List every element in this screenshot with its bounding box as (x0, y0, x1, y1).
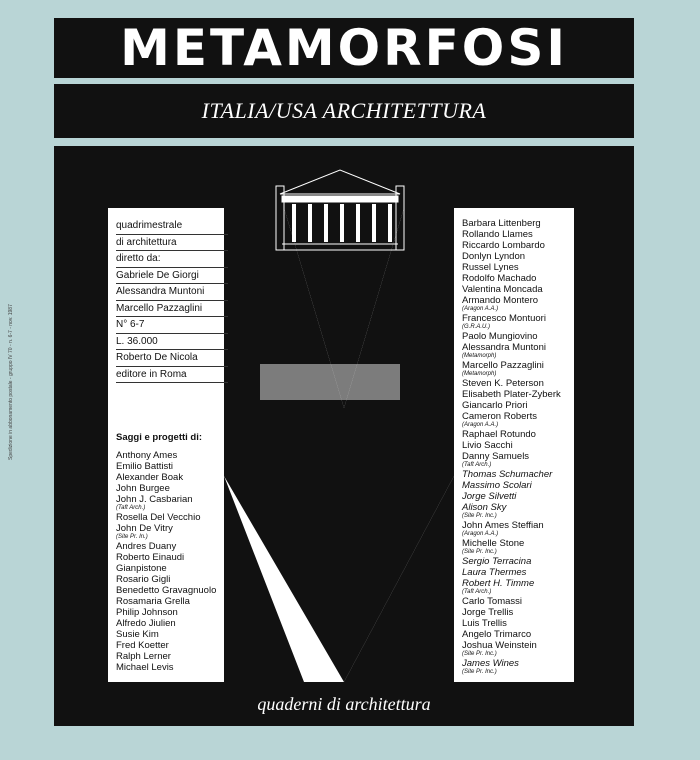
essays-heading: Saggi e progetti di: (116, 432, 203, 443)
info-line: Roberto De Nicola (116, 350, 228, 367)
author-entry (462, 502, 574, 520)
author-name: Sergio Terracina (462, 556, 532, 567)
author-name: Donlyn Lyndon (462, 251, 526, 262)
info-line: diretto da: (116, 251, 228, 268)
author-affiliation: (Metamorph) (462, 353, 497, 359)
author-name: Benedetto Gravagnuolo (116, 585, 217, 596)
author-name: Thomas Schumacher (462, 469, 553, 480)
author-entry (462, 331, 574, 342)
m-letter-void (224, 208, 454, 682)
footer-tagline: quaderni di architettura (257, 694, 431, 714)
author-name: Michelle Stone (462, 538, 525, 549)
author-entry (462, 629, 574, 640)
author-name: Marcello Pazzaglini (462, 360, 544, 371)
author-entry (462, 360, 574, 378)
author-entry (462, 218, 574, 229)
author-name: Barbara Littenberg (462, 218, 541, 229)
author-entry (462, 578, 574, 596)
author-name: Luis Trellis (462, 618, 507, 629)
author-entry (116, 472, 236, 483)
author-name: Steven K. Peterson (462, 378, 544, 389)
author-affiliation: (Taft Arch.) (116, 505, 146, 511)
author-name: Rodolfo Machado (462, 273, 537, 284)
info-line: Marcello Pazzaglini (116, 301, 228, 318)
author-entry (462, 607, 574, 618)
author-name: Fred Koetter (116, 640, 169, 651)
author-entry (462, 378, 574, 389)
author-entry (116, 563, 236, 574)
author-entry (116, 574, 236, 585)
author-entry (116, 552, 236, 563)
author-name: Livio Sacchi (462, 440, 513, 451)
author-entry (116, 651, 236, 662)
author-name: Philip Johnson (116, 607, 178, 618)
author-entry (462, 284, 574, 295)
author-entry (462, 229, 574, 240)
author-entry (462, 658, 574, 676)
author-entry (462, 480, 574, 491)
author-entry (116, 494, 236, 512)
author-entry (462, 618, 574, 629)
author-affiliation: (Taft Arch.) (462, 589, 492, 595)
author-name: Gianpistone (116, 563, 167, 574)
magazine-title (54, 18, 634, 78)
author-name: Rollando Llames (462, 229, 533, 240)
left-author-list (116, 450, 236, 673)
temple-facade-drawing (276, 170, 404, 250)
author-name: Roberto Einaudi (116, 552, 185, 563)
author-affiliation: (Metamorph) (462, 371, 497, 377)
author-entry (116, 461, 236, 472)
author-entry (116, 640, 236, 651)
author-name: Angelo Trimarco (462, 629, 532, 640)
author-entry (462, 520, 574, 538)
author-entry (462, 251, 574, 262)
author-name: Anthony Ames (116, 450, 178, 461)
author-name: Carlo Tomassi (462, 596, 523, 607)
author-name: Alexander Boak (116, 472, 184, 483)
spine-text: Spedizione in abbonamento postale - gruppo IV 70 - n. 6-7 - nov. 1987 (8, 304, 14, 460)
author-entry (116, 523, 236, 541)
author-name: Rosario Gigli (116, 574, 171, 585)
magazine-subtitle: ITALIA/USA ARCHITETTURA (201, 98, 487, 123)
author-affiliation: (Site Pr. Inc.) (462, 651, 497, 657)
author-name: Joshua Weinstein (462, 640, 537, 651)
author-name: John De Vitry (116, 523, 173, 534)
author-affiliation: (Aragon A.A.) (462, 306, 499, 312)
title-text-glyphs: METAMORFOSI (120, 22, 568, 74)
author-entry (116, 618, 236, 629)
author-affiliation: (Site Pr. Inc.) (462, 513, 497, 519)
author-name: Valentina Moncada (462, 284, 543, 295)
author-name: Jorge Silvetti (462, 491, 517, 502)
author-affiliation: (Site Pr. Inc.) (462, 549, 497, 555)
author-name: Francesco Montuori (462, 313, 546, 324)
author-entry (116, 585, 236, 596)
author-entry (462, 567, 574, 578)
author-entry (462, 262, 574, 273)
author-name: Robert H. Timme (462, 578, 535, 589)
author-affiliation: (Aragon A.A.) (462, 422, 499, 428)
author-entry (116, 629, 236, 640)
author-name: Laura Thermes (462, 567, 527, 578)
author-entry (116, 450, 236, 461)
author-entry (462, 491, 574, 502)
author-name: John Ames Steffian (462, 520, 544, 531)
author-entry (116, 596, 236, 607)
author-name: Rosamaria Grella (116, 596, 190, 607)
author-affiliation: (Site Pr. In.) (116, 534, 148, 540)
author-name: Michael Levis (116, 662, 174, 673)
info-line: Alessandra Muntoni (116, 284, 228, 301)
author-name: Paolo Mungiovino (462, 331, 538, 342)
info-line: L. 36.000 (116, 334, 228, 351)
author-name: Susie Kim (116, 629, 159, 640)
author-entry (462, 411, 574, 429)
author-entry (462, 556, 574, 567)
info-line: N° 6-7 (116, 317, 228, 334)
author-entry (462, 538, 574, 556)
author-name: Riccardo Lombardo (462, 240, 545, 251)
author-name: Alfredo Jiulien (116, 618, 176, 629)
author-entry (462, 429, 574, 440)
info-block (116, 218, 228, 383)
author-entry (462, 640, 574, 658)
author-name: Andres Duany (116, 541, 177, 552)
info-line: Gabriele De Giorgi (116, 268, 228, 285)
author-name: Armando Montero (462, 295, 539, 306)
author-entry (462, 342, 574, 360)
title-lettering (59, 22, 629, 74)
author-name: Ralph Lerner (116, 651, 171, 662)
author-name: Giancarlo Priori (462, 400, 528, 411)
author-entry (462, 400, 574, 411)
author-name: Emilio Battisti (116, 461, 174, 472)
author-name: Massimo Scolari (462, 480, 532, 491)
author-name: Alison Sky (462, 502, 507, 513)
author-entry (462, 469, 574, 480)
author-name: Raphael Rotundo (462, 429, 536, 440)
author-entry (116, 541, 236, 552)
author-name: James Wines (462, 658, 519, 669)
author-affiliation: (Taft Arch.) (462, 462, 492, 468)
info-line: di architettura (116, 235, 228, 252)
author-entry (462, 313, 574, 331)
author-name: Cameron Roberts (462, 411, 537, 422)
author-name: Alessandra Muntoni (462, 342, 546, 353)
author-entry (116, 512, 236, 523)
info-line: quadrimestrale (116, 218, 228, 235)
author-name: Jorge Trellis (462, 607, 514, 618)
info-line: editore in Roma (116, 367, 228, 384)
faded-label-block (260, 364, 400, 400)
author-name: Rosella Del Vecchio (116, 512, 201, 523)
author-entry (462, 451, 574, 469)
author-entry (462, 295, 574, 313)
author-entry (462, 596, 574, 607)
right-author-list (462, 218, 574, 676)
author-name: John J. Casbarian (116, 494, 193, 505)
author-entry (462, 240, 574, 251)
author-entry (462, 389, 574, 400)
author-name: Elisabeth Plater-Zyberk (462, 389, 561, 400)
author-name: John Burgee (116, 483, 170, 494)
author-entry (462, 273, 574, 284)
author-name: Danny Samuels (462, 451, 530, 462)
author-entry (116, 662, 236, 673)
author-affiliation: (Aragon A.A.) (462, 531, 499, 537)
author-name: Russel Lynes (462, 262, 519, 273)
author-entry (462, 440, 574, 451)
author-affiliation: (Site Pr. Inc.) (462, 669, 497, 675)
author-entry (116, 607, 236, 618)
author-affiliation: (G.R.A.U.) (462, 324, 490, 330)
author-entry (116, 483, 236, 494)
